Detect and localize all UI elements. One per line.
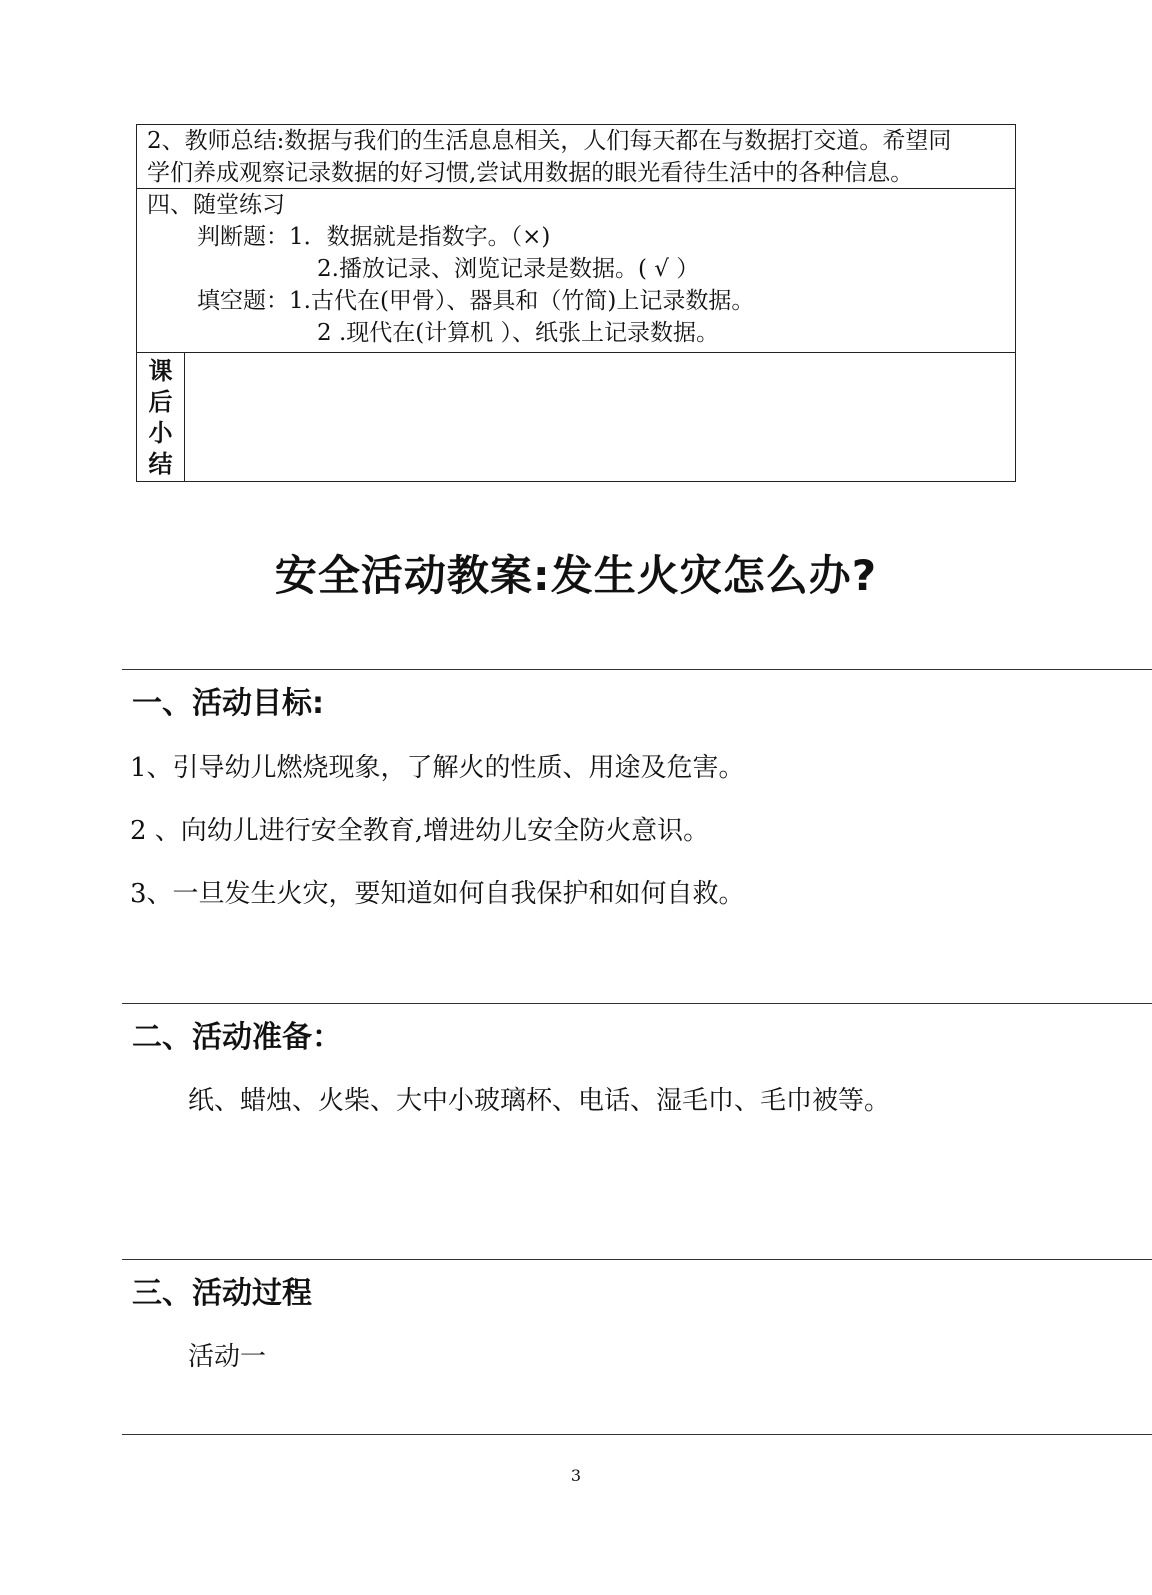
goal-item: 1、引导幼儿燃烧现象，了解火的性质、用途及危害。 (130, 753, 745, 783)
teacher-summary-cell (137, 125, 1015, 189)
summary-line: 2、教师总结:数据与我们的生活息息相关，人们每天都在与数据打交道。希望同 (147, 128, 952, 154)
section-divider (122, 669, 1152, 670)
section-heading-preparation: 二、活动准备： (132, 1020, 342, 1055)
summary-line: 学们养成观察记录数据的好习惯,尝试用数据的眼光看待生活中的各种信息。 (147, 160, 914, 186)
practice-title: 四、随堂练习 (147, 192, 285, 218)
process-text: 活动一 (188, 1342, 267, 1372)
label-char: 课 (148, 356, 173, 385)
judge-question-1: 判断题：1．数据就是指数字。（×) (197, 224, 551, 250)
label-char: 结 (148, 449, 173, 478)
label-char: 后 (148, 387, 173, 416)
section-heading-goals: 一、活动目标: (132, 686, 324, 721)
section-divider (122, 1259, 1152, 1260)
practice-cell (137, 189, 1015, 353)
fill-question-1: 填空题：1.古代在(甲骨）、器具和（竹简)上记录数据。 (197, 288, 755, 314)
after-class-content (185, 353, 1015, 481)
page-title: 安全活动教案:发生火灾怎么办? (274, 551, 878, 600)
goal-item: 2 、向幼儿进行安全教育,增进幼儿安全防火意识。 (130, 816, 710, 846)
section-heading-process: 三、活动过程 (132, 1276, 312, 1311)
goal-item: 3、一旦发生火灾，要知道如何自我保护和如何自救。 (130, 879, 745, 909)
after-class-label (137, 353, 185, 481)
page-number: 3 (570, 1466, 582, 1485)
section-divider (122, 1003, 1152, 1004)
lesson-table (136, 124, 1016, 482)
label-char: 小 (148, 418, 173, 447)
preparation-text: 纸、蜡烛、火柴、大中小玻璃杯、电话、湿毛巾、毛巾被等。 (188, 1086, 891, 1116)
fill-question-2: 2 .现代在(计算机 ）、纸张上记录数据。 (317, 320, 720, 346)
footer-divider (122, 1434, 1152, 1435)
after-class-summary-row (137, 353, 1015, 481)
judge-question-2: 2.播放记录、浏览记录是数据。( √ ） (317, 256, 700, 282)
